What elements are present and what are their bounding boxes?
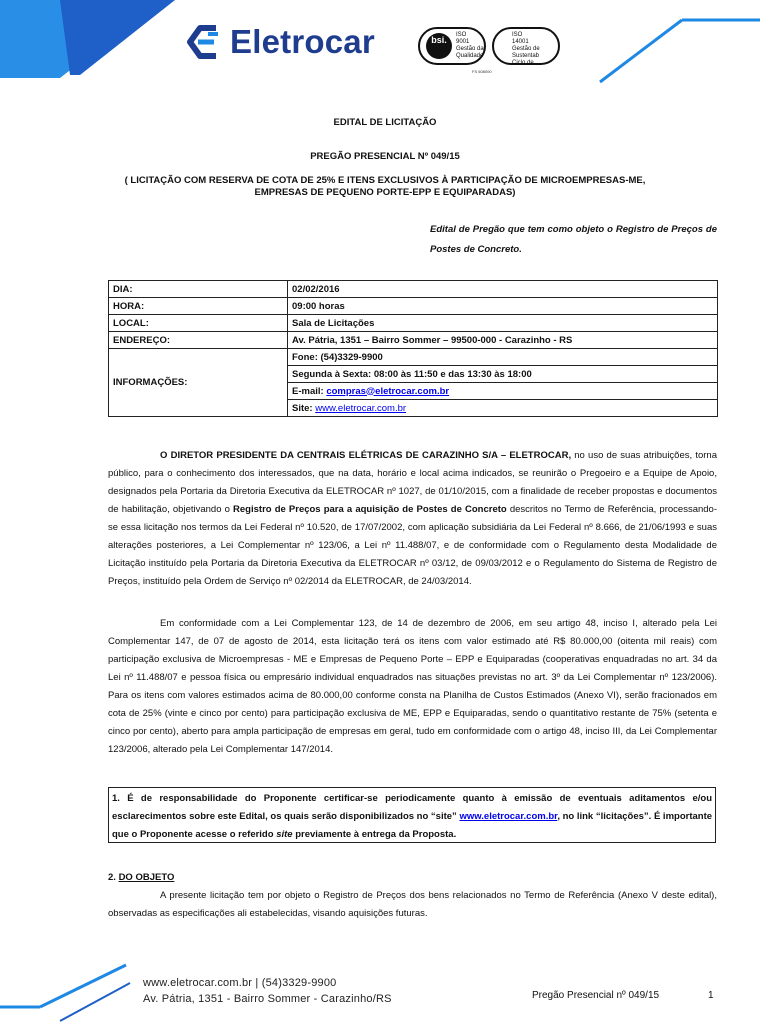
footer-doc-ref: Pregão Presencial nº 049/15 [532, 990, 660, 1001]
notice-site-link[interactable]: www.eletrocar.com.br [459, 811, 558, 822]
local-label: LOCAL: [109, 315, 288, 332]
eletrocar-logo-icon [186, 22, 226, 62]
paragraph-lc123: Em conformidade com a Lei Complementar 123, de 14 de dezembro de 2006, em seu artigo 48, inciso I, alterado pela Lei Complementar 147, de 07 de agosto de 2014, esta licitação terá os itens com valor estimado até R$ 80.000,00 (oitenta mil reais) com participação exclusiva de Microempresas - ME e Empresas de Pequeno Porte – EPP e Equiparadas (cooperativas enquadradas no art. 34 da Lei nº 11.488/07 e pessoa física ou empresário individual enquadrados nas situações previstas no art. 3º da Lei Complementar nº 123/2006). Para os itens com valores estimados acima de 80.000,00 conforme consta na Planilha de Custos Estimados (Anexo VI), serão fracionados em cota de 25% (vinte e cinco por cento) para participação exclusiva de ME, EPP e Equiparadas, sendo o quantitativo restante de 75% (setenta e cinco por cento), aberto para ampla participação de empresas em geral, tudo em conformidade com o artigo 48, inciso III, da Lei Complementar 123/2006, alterado pela Lei Complementar 147/2014. [108, 618, 717, 755]
document-subtitle: PREGÃO PRESENCIAL Nº 049/15 [310, 151, 460, 162]
header-decoration [0, 0, 770, 110]
email-cell: E-mail: compras@eletrocar.com.br [288, 383, 718, 400]
table-row [109, 298, 718, 315]
informacoes-label: INFORMAÇÕES: [109, 349, 288, 417]
object-summary: Edital de Pregão que tem como objeto o Registro de Preços de Postes de Concreto. [430, 224, 717, 255]
footer-contact-line-2: Av. Pátria, 1351 - Bairro Sommer - Carazinho/RS [143, 993, 392, 1005]
cert-footer: FS 608000 [472, 69, 492, 74]
iso-certifications [416, 25, 562, 75]
site-link[interactable]: www.eletrocar.com.br [315, 402, 407, 414]
horario-value: Segunda à Sexta: 08:00 às 11:50 e das 13:30 às 18:00 [288, 366, 718, 383]
table-row [109, 315, 718, 332]
table-row [109, 332, 718, 349]
table-row [109, 349, 718, 366]
info-table [108, 280, 718, 417]
email-link[interactable]: compras@eletrocar.com.br [326, 385, 450, 397]
footer-contact [143, 975, 392, 1007]
hora-label: HORA: [109, 298, 288, 315]
footer-contact-line-1: www.eletrocar.com.br | (54)3329-9900 [143, 977, 337, 989]
fone-value: Fone: (54)3329-9900 [288, 349, 718, 366]
dia-value: 02/02/2016 [288, 281, 718, 298]
notice-box: 1. É de responsabilidade do Proponente certificar-se periodicamente quanto à emissão de eventuais aditamentos e/ou esclarecimentos sobre este Edital, os quais serão disponibilizados no “site” www.eletrocar.com.br, no link “licitações”. É importante que o Proponente acesse o referido site previamente à entrega da Proposta. [108, 787, 716, 843]
hora-value: 09:00 horas [288, 298, 718, 315]
iso-9001-badge: bsi. ISO 9001 Gestão da Qualidade [418, 27, 486, 65]
reserve-line-2: EMPRESAS DE PEQUENO PORTE-EPP E EQUIPARADAS) [254, 187, 516, 198]
table-row [109, 281, 718, 298]
brand-name: Eletrocar [230, 23, 375, 60]
endereco-value: Av. Pátria, 1351 – Bairro Sommer – 99500-000 - Carazinho - RS [288, 332, 718, 349]
eletrocar-logo [186, 22, 375, 62]
paragraph-intro: O DIRETOR PRESIDENTE DA CENTRAIS ELÉTRICAS DE CARAZINHO S/A – ELETROCAR, no uso de suas atribuições, torna público, para o conhecimento dos interessados, que na data, horário e local acima indicados, se reunirão o Pregoeiro e a Equipe de Apoio, designados pela Portaria da Diretoria Executiva da ELETROCAR nº 1027, de 01/10/2015, com a finalidade de receber propostas e documentos de habilitação, objetivando o Registro de Preços para a aquisição de Postes de Concreto descritos no Termo de Referência, processando-se essa licitação nos termos da Lei Federal nº 10.520, de 17/07/2002, com aplicação subsidiária da Lei Federal nº 8.666, de 21/06/1993 e suas alterações posteriores, a Lei Complementar nº 123/06, a Lei nº 11.488/07, e de conformidade com o Regulamento desta Modalidade de Licitação instituído pela Portaria da Diretoria Executiva da ELETROCAR nº 03/12, de 09/03/2012 e o Regulamento do Sistema de Registro de Preços, instituído pela Ordem de Serviço nº 02/2014 da ELETROCAR, de 24/03/2014. [108, 450, 717, 587]
dia-label: DIA: [109, 281, 288, 298]
endereco-label: ENDEREÇO: [109, 332, 288, 349]
site-cell: Site: www.eletrocar.com.br [288, 400, 718, 417]
bsi-icon: bsi. [426, 33, 452, 59]
section-2-heading: 2. DO OBJETO [108, 872, 175, 883]
document-title: EDITAL DE LICITAÇÃO [333, 117, 437, 128]
local-value: Sala de Licitações [288, 315, 718, 332]
reserve-line-1: ( LICITAÇÃO COM RESERVA DE COTA DE 25% E ITENS EXCLUSIVOS À PARTICIPAÇÃO DE MICROEMPRESAS-ME, [124, 175, 646, 186]
iso-14001-badge: ISO 14001 Gestão de Sustentab Ciclo de [492, 27, 560, 65]
section-2-text: A presente licitação tem por objeto o Registro de Preços dos bens relacionados no Termo de Referência (Anexo V deste edital), observadas as especificações ali estabelecidas, visando aquisições futuras. [108, 890, 717, 919]
page-number: 1 [708, 990, 714, 1001]
